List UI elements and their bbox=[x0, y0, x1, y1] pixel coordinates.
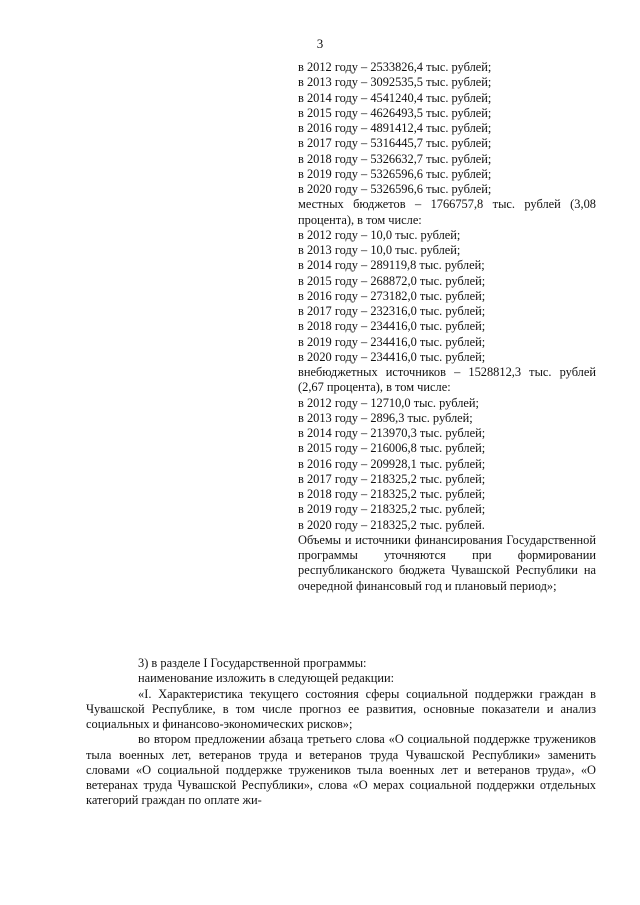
funding-note: Объемы и источники финансирования Государственной программы уточняются при формировании республиканского бюджета Чувашской Республики на очередной финансовый год и плановый период»; bbox=[298, 532, 596, 593]
republic-year-line: в 2020 году – 5326596,6 тыс. рублей; bbox=[298, 182, 492, 196]
local-year-line: в 2016 году – 273182,0 тыс. рублей; bbox=[298, 288, 486, 303]
republic-year-line: в 2016 году – 4891412,4 тыс. рублей; bbox=[298, 121, 492, 135]
republic-year-line: в 2017 году – 5316445,7 тыс. рублей; bbox=[298, 136, 492, 151]
funding-column bbox=[298, 60, 596, 594]
local-year-line: в 2017 году – 232316,0 тыс. рублей; bbox=[298, 304, 486, 318]
local-budget-list bbox=[298, 228, 596, 365]
page-number: 3 bbox=[316, 36, 324, 51]
republic-year-line: в 2019 году – 5326596,6 тыс. рублей; bbox=[298, 166, 492, 181]
local-year-line: в 2012 году – 10,0 тыс. рублей; bbox=[298, 227, 461, 242]
local-year-line: в 2018 году – 234416,0 тыс. рублей; bbox=[298, 319, 486, 334]
new-section-title: «I. Характеристика текущего состояния сферы социальной поддержки граждан в Чувашской Республике, в том числе прогноз ее развития, основные показатели и анализ социальных и финансово-экономических рисков»; bbox=[86, 686, 596, 731]
extrabudget-year-line: в 2015 году – 216006,8 тыс. рублей; bbox=[298, 441, 486, 456]
extrabudget-year-line: в 2019 году – 218325,2 тыс. рублей; bbox=[298, 502, 486, 517]
republic-year-line: в 2012 году – 2533826,4 тыс. рублей; bbox=[298, 60, 492, 74]
extrabudget-year-line: в 2016 году – 209928,1 тыс. рублей; bbox=[298, 456, 486, 471]
local-year-line: в 2020 году – 234416,0 тыс. рублей; bbox=[298, 349, 486, 364]
naming-paragraph: наименование изложить в следующей редакции: bbox=[138, 671, 395, 686]
republic-year-line: в 2013 году – 3092535,5 тыс. рублей; bbox=[298, 75, 492, 90]
extrabudget-list bbox=[298, 396, 596, 533]
extrabudget-heading: внебюджетных источников – 1528812,3 тыс. рублей (2,67 процента), в том числе: bbox=[298, 365, 596, 395]
extrabudget-year-line: в 2018 году – 218325,2 тыс. рублей; bbox=[298, 487, 486, 501]
main-text bbox=[86, 656, 596, 809]
republic-year-line: в 2018 году – 5326632,7 тыс. рублей; bbox=[298, 151, 492, 166]
extrabudget-year-line: в 2013 году – 2896,3 тыс. рублей; bbox=[298, 410, 473, 425]
item-3-paragraph: 3) в разделе I Государственной программы: bbox=[138, 656, 367, 670]
local-year-line: в 2019 году – 234416,0 тыс. рублей; bbox=[298, 334, 486, 349]
local-year-line: в 2013 году – 10,0 тыс. рублей; bbox=[298, 243, 461, 257]
extrabudget-year-line: в 2014 году – 213970,3 тыс. рублей; bbox=[298, 426, 486, 440]
second-sentence-paragraph: во втором предложении абзаца третьего слова «О социальной поддержке тружеников тыла военных лет, ветеранов труда и ветеранов труда Чувашской Республики» заменить словами «О социальной поддержке тружеников тыла военных лет и ветеранов труда», «О ветеранах труда Чувашской Республики», слова «О мерах социальной поддержки отдельных категорий граждан по оплате жи- bbox=[86, 732, 596, 808]
local-year-line: в 2015 году – 268872,0 тыс. рублей; bbox=[298, 273, 486, 288]
extrabudget-year-line: в 2020 году – 218325,2 тыс. рублей. bbox=[298, 517, 485, 532]
republic-year-line: в 2015 году – 4626493,5 тыс. рублей; bbox=[298, 105, 492, 120]
extrabudget-year-line: в 2017 году – 218325,2 тыс. рублей; bbox=[298, 471, 486, 486]
republic-year-line: в 2014 году – 4541240,4 тыс. рублей; bbox=[298, 90, 492, 105]
extrabudget-year-line: в 2012 году – 12710,0 тыс. рублей; bbox=[298, 395, 479, 410]
republic-budget-list bbox=[298, 60, 596, 197]
local-budgets-heading: местных бюджетов – 1766757,8 тыс. рублей (3,08 процента), в том числе: bbox=[298, 197, 596, 227]
local-year-line: в 2014 году – 289119,8 тыс. рублей; bbox=[298, 258, 485, 273]
